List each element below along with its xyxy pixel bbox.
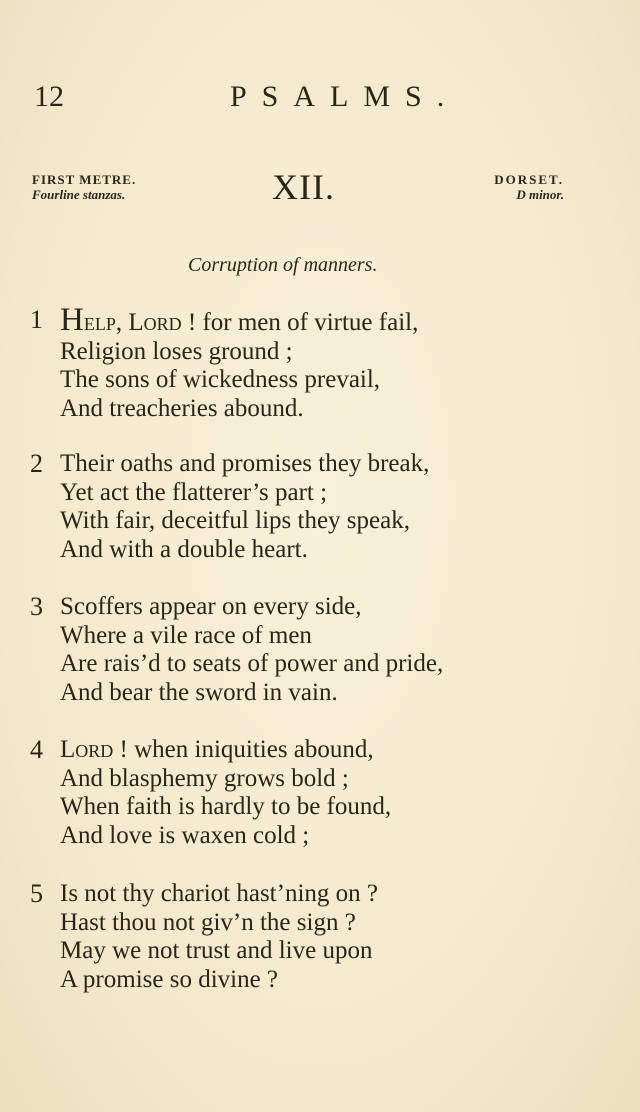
stanza-number: 3 — [30, 592, 43, 621]
stanza-lines — [60, 302, 419, 423]
stanza-line: Is not thy chariot hast’ning on ? — [60, 880, 378, 907]
stanza-line: A promise so divine ? — [60, 965, 279, 993]
line-rest: ! when iniquities abound, — [113, 736, 374, 763]
stanza-line: When faith is hardly to be found, — [60, 793, 392, 820]
psalm-number: XII. — [272, 167, 335, 207]
stanza-number: 1 — [30, 305, 43, 334]
stanza-line: And blasphemy grows bold ; — [60, 764, 349, 792]
stanza-line: And bear the sword in vain. — [60, 678, 338, 706]
stanza-line: May we not trust and live upon — [60, 937, 373, 964]
stanza-line: Hast thou not giv’n the sign ? — [60, 908, 356, 936]
stanza-number: 2 — [30, 449, 43, 478]
smallcaps-text: elp, Lord — [83, 309, 182, 336]
stanza-lines — [60, 593, 443, 707]
stanza-line: And treacheries abound. — [60, 394, 304, 422]
metre-label: FIRST METRE. — [32, 172, 137, 187]
stanza-form: Fourline stanzas. — [32, 187, 126, 202]
stanza-line: Religion loses ground ; — [60, 337, 293, 365]
stanza-line: The sons of wickedness prevail, — [60, 366, 381, 393]
stanza-line: Yet act the flatterer’s part ; — [60, 478, 328, 506]
tune-info — [494, 172, 564, 202]
stanza-lines — [60, 450, 429, 564]
smallcaps-text: Lord — [60, 736, 114, 763]
running-title: PSALMS. — [230, 80, 460, 113]
page-number: 12 — [34, 80, 64, 113]
tune-key: D minor. — [516, 187, 564, 202]
stanza-line: Their oaths and promises they break, — [60, 450, 430, 477]
stanza-line: Are rais’d to seats of power and pride, — [60, 650, 444, 677]
tune-name: DORSET. — [494, 172, 564, 187]
stanza-line: And with a double heart. — [60, 535, 308, 563]
stanza-lines — [60, 736, 391, 850]
stanza-line — [60, 302, 419, 338]
line-rest: ! for men of virtue fail, — [181, 309, 419, 336]
stanza-number: 5 — [30, 879, 43, 908]
stanza-line: Where a vile race of men — [60, 621, 312, 649]
stanza-number: 4 — [30, 735, 43, 764]
stanza-line: Scoffers appear on every side, — [60, 593, 362, 620]
drop-cap: H — [60, 302, 84, 338]
psalm-subtitle: Corruption of manners. — [188, 254, 378, 276]
stanza-lines — [60, 880, 378, 994]
stanza-line: With fair, deceitful lips they speak, — [60, 507, 410, 534]
page-header — [34, 80, 600, 116]
stanza-line: And love is waxen cold ; — [60, 821, 310, 849]
psalm-meta — [32, 167, 564, 222]
stanza-line — [60, 736, 391, 765]
